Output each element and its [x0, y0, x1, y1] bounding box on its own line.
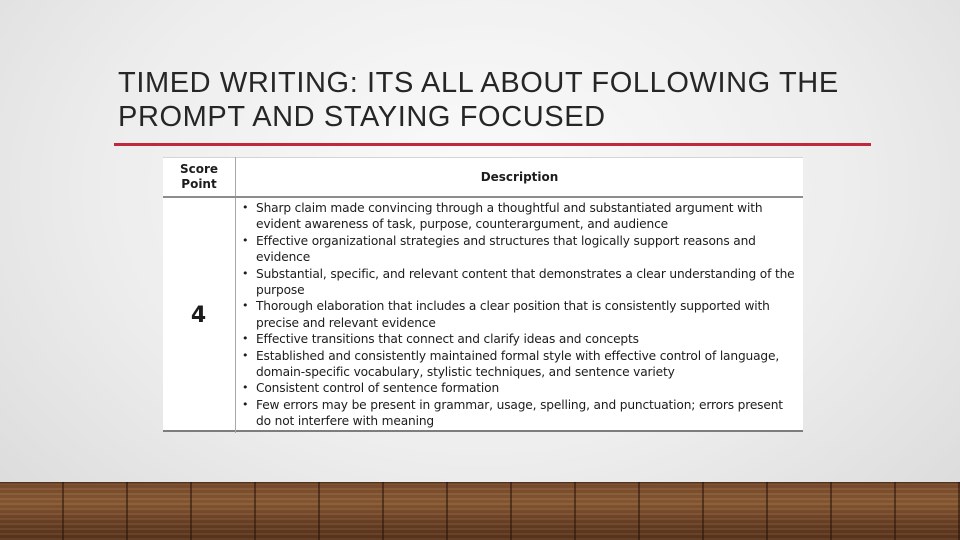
slide-title: TIMED WRITING: ITS ALL ABOUT FOLLOWING THE PROMPT AND STAYING FOCUSED	[118, 67, 839, 133]
criteria-text: Established and consistently maintained formal style with effective control of language, domain-specific vocabulary, stylistic techniques, and sentence variety	[256, 348, 780, 380]
rubric-table-image	[163, 157, 803, 432]
bullet-icon: •	[242, 381, 249, 395]
criteria-item	[242, 233, 799, 266]
rubric-table	[163, 157, 803, 433]
criteria-text: Consistent control of sentence formation	[256, 381, 500, 396]
bullet-icon: •	[242, 332, 249, 346]
criteria-text: Thorough elaboration that includes a clear position that is consistently supported with precise and relevant evidence	[256, 299, 770, 330]
title-underline-rule	[114, 143, 871, 146]
bullet-icon: •	[242, 233, 249, 247]
bullet-icon: •	[242, 201, 249, 214]
criteria-list	[242, 200, 799, 430]
bullet-icon: •	[242, 299, 249, 313]
criteria-text: Effective transitions that connect and clarify ideas and concepts	[256, 332, 639, 347]
criteria-item	[242, 380, 799, 396]
rubric-score-row	[163, 197, 803, 433]
bullet-icon: •	[242, 348, 249, 362]
wood-floor-background	[0, 482, 960, 540]
criteria-item	[242, 266, 799, 299]
criteria-item	[242, 331, 799, 347]
criteria-text: Sharp claim made convincing through a thoughtful and substantiated argument with evident awareness of task, purpose, counterargument, and audience	[256, 201, 763, 232]
description-cell	[236, 197, 804, 433]
criteria-text: Effective organizational strategies and structures that logically support reasons and evidence	[256, 233, 756, 265]
score-value: 4	[163, 197, 236, 433]
criteria-item	[242, 348, 799, 381]
description-header: Description	[236, 158, 804, 198]
criteria-text: Substantial, specific, and relevant content that demonstrates a clear understanding of the purpose	[256, 266, 795, 298]
rubric-header-row	[163, 158, 803, 198]
criteria-text: Few errors may be present in grammar, usage, spelling, and punctuation; errors present do not interfere with meaning	[256, 397, 783, 429]
score-point-header: Score Point	[163, 158, 236, 198]
criteria-item	[242, 298, 799, 331]
criteria-item	[242, 397, 799, 430]
bullet-icon: •	[242, 266, 249, 280]
criteria-item	[242, 200, 799, 233]
bullet-icon: •	[242, 397, 249, 411]
